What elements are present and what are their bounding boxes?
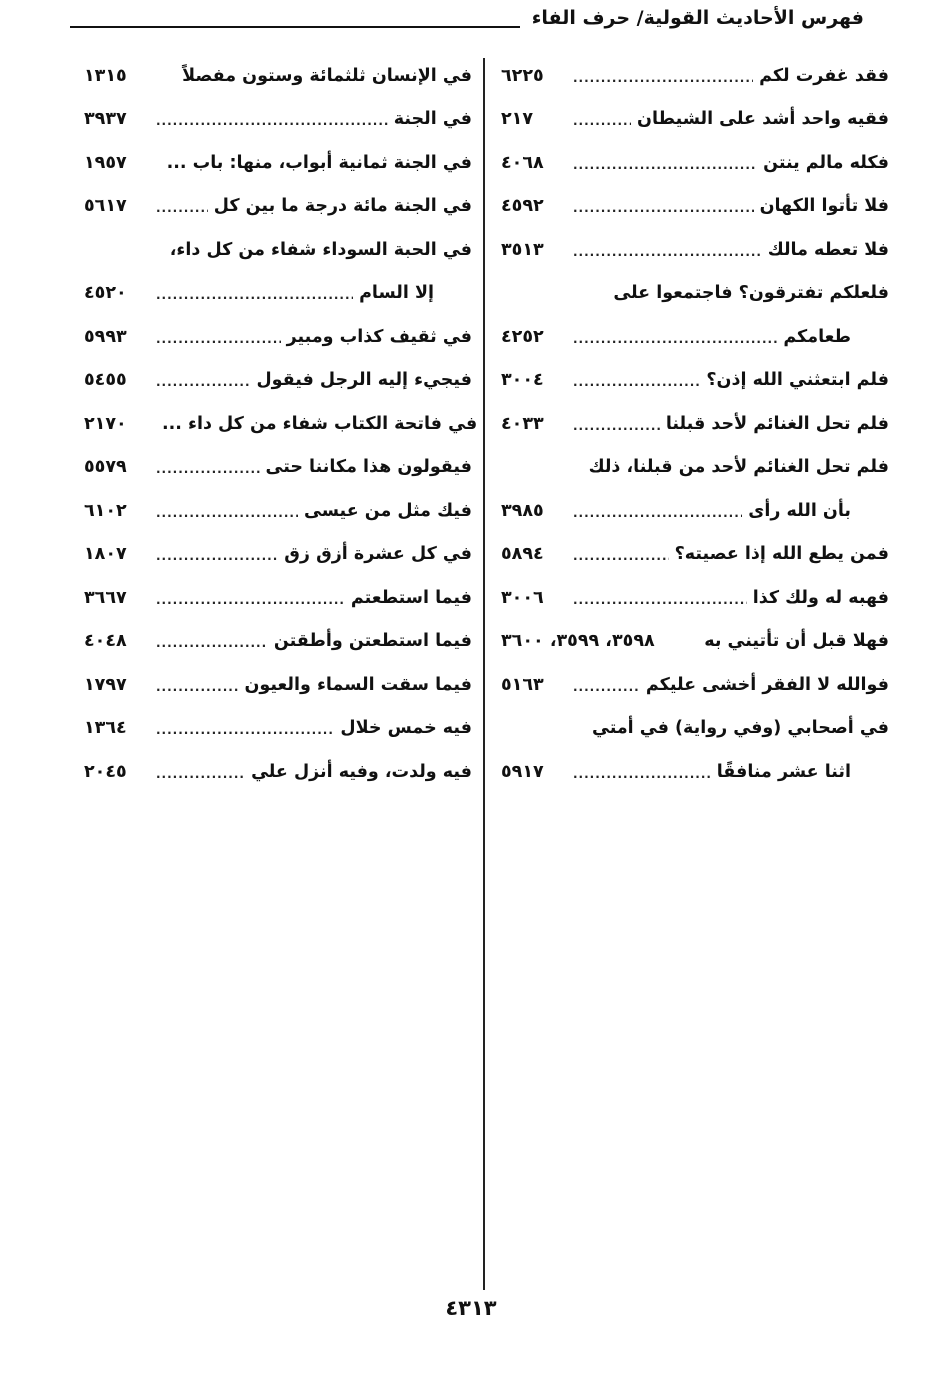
entry-text: فهبه له ولك كذا bbox=[752, 587, 889, 608]
leader-dots bbox=[156, 677, 238, 693]
leader-dots bbox=[156, 198, 208, 214]
left-column bbox=[80, 54, 478, 794]
entry-text: في الجنة bbox=[393, 109, 472, 130]
entry-number: ٤٥٢٠ bbox=[84, 283, 127, 304]
page-title: فهرس الأحاديث القولية/ حرف الفاء bbox=[531, 7, 864, 29]
index-entry bbox=[497, 98, 889, 142]
leader-dots bbox=[573, 546, 669, 562]
entry-number: ٢٠٤٥ bbox=[84, 761, 127, 782]
leader-dots bbox=[156, 329, 281, 345]
leader-dots bbox=[573, 329, 777, 345]
entry-text: فلم تحل الغنائم لأحد من قبلنا، ذلك bbox=[588, 457, 889, 478]
entry-text: طعامكم bbox=[783, 326, 851, 347]
index-entry bbox=[497, 663, 889, 707]
leader-dots bbox=[156, 764, 245, 780]
index-entry-continued bbox=[497, 446, 889, 490]
entry-number: ٥٩١٧ bbox=[501, 761, 544, 782]
entry-text: في الحبة السوداء شفاء من كل داء، bbox=[169, 239, 472, 260]
page-header bbox=[70, 4, 864, 30]
leader-dots bbox=[573, 155, 757, 171]
entry-number: ٥٥٧٩ bbox=[84, 457, 127, 478]
entry-number: ٣٩٣٧ bbox=[84, 109, 127, 130]
entry-number: ٥٤٥٥ bbox=[84, 370, 127, 391]
index-entry bbox=[80, 402, 478, 446]
entry-text: في ثقيف كذاب ومبير bbox=[286, 326, 472, 347]
entry-number: ١٨٠٧ bbox=[84, 544, 127, 565]
entry-number: ٤٢٥٢ bbox=[501, 326, 544, 347]
page-number: ٤٣١٣ bbox=[445, 1296, 497, 1320]
entry-number: ٥٨٩٤ bbox=[501, 544, 544, 565]
index-entry bbox=[80, 707, 472, 751]
entry-number: ٥٦١٧ bbox=[84, 196, 127, 217]
entry-text: فقيه واحد أشد على الشيطان bbox=[637, 109, 889, 130]
leader-dots bbox=[573, 372, 700, 388]
entry-number: ٣٩٨٥ bbox=[501, 500, 544, 521]
leader-dots bbox=[573, 764, 711, 780]
leader-gap bbox=[661, 633, 699, 649]
entry-number: ١٩٥٧ bbox=[84, 152, 127, 173]
entry-text: فهلا قبل أن تأتيني به bbox=[704, 631, 889, 652]
entry-number: ١٣٦٤ bbox=[84, 718, 127, 739]
leader-dots bbox=[573, 416, 660, 432]
index-entry bbox=[80, 98, 472, 142]
index-entry bbox=[80, 750, 472, 794]
entry-number: ٣٥١٣ bbox=[501, 239, 544, 260]
index-entry bbox=[497, 489, 889, 533]
index-entry bbox=[80, 489, 472, 533]
entry-number: ١٧٩٧ bbox=[84, 674, 127, 695]
entry-text: فكله مالم ينتن bbox=[763, 152, 889, 173]
leader-dots bbox=[156, 633, 268, 649]
right-column bbox=[497, 54, 889, 794]
entry-text: فيما استطعتن وأطقتن bbox=[273, 631, 472, 652]
leader-dots bbox=[156, 546, 278, 562]
index-entry bbox=[497, 576, 889, 620]
index-entry bbox=[80, 141, 472, 185]
index-entry bbox=[80, 576, 472, 620]
entry-text: فوالله لا الفقر أخشى عليكم bbox=[645, 674, 889, 695]
index-entry bbox=[497, 141, 889, 185]
leader-dots bbox=[156, 285, 353, 301]
entry-number: ٢١٧ bbox=[501, 109, 534, 130]
entry-number: ٣٥٩٨، ٣٥٩٩، ٣٦٠٠ bbox=[501, 631, 655, 652]
entry-text: فمن يطع الله إذا عصيته؟ bbox=[674, 544, 889, 565]
entry-text: فيه خمس خلال bbox=[340, 718, 472, 739]
entry-number: ٦١٠٢ bbox=[84, 500, 127, 521]
entry-text: فيما استطعتم bbox=[350, 587, 472, 608]
leader-dots bbox=[573, 111, 631, 127]
index-entry-continued bbox=[80, 228, 472, 272]
leader-dots bbox=[156, 372, 250, 388]
entry-text: فيقولون هذا مكاننا حتى bbox=[265, 457, 472, 478]
index-entry bbox=[80, 663, 472, 707]
leader-dots bbox=[573, 198, 754, 214]
header-rule bbox=[70, 26, 520, 28]
entry-text: في أصحابي (وفي رواية) في أمتي bbox=[591, 718, 889, 739]
entry-number: ٣٦٦٧ bbox=[84, 587, 127, 608]
leader-dots bbox=[573, 68, 753, 84]
entry-text: فلعلكم تفترقون؟ فاجتمعوا على bbox=[613, 283, 889, 304]
leader-dots bbox=[156, 459, 260, 475]
entry-number: ٢١٧٠ bbox=[84, 413, 127, 434]
index-entry bbox=[497, 228, 889, 272]
entry-text: في كل عشرة أزق زق bbox=[284, 544, 472, 565]
entry-text: في الجنة مائة درجة ما بين كل bbox=[213, 196, 472, 217]
entry-text: فلم ابتعثني الله إذن؟ bbox=[706, 370, 889, 391]
index-entry bbox=[80, 446, 472, 490]
leader-dots bbox=[573, 503, 742, 519]
leader-dots bbox=[156, 590, 345, 606]
entry-text: فيما سقت السماء والعيون bbox=[244, 674, 472, 695]
index-entry bbox=[497, 402, 889, 446]
index-entry bbox=[497, 315, 889, 359]
leader-dots bbox=[573, 590, 747, 606]
index-entry bbox=[497, 185, 889, 229]
index-entry bbox=[80, 185, 472, 229]
entry-text: فيه ولدت، وفيه أنزل علي bbox=[251, 761, 472, 782]
entry-number: ٤٠٤٨ bbox=[84, 631, 127, 652]
entry-text: فلا تعطه مالك bbox=[767, 239, 889, 260]
index-entry bbox=[80, 54, 472, 98]
index-entry bbox=[80, 533, 472, 577]
entry-number: ٥٩٩٣ bbox=[84, 326, 127, 347]
leader-dots bbox=[156, 503, 298, 519]
index-entry bbox=[80, 315, 472, 359]
entry-number: ١٣١٥ bbox=[84, 65, 127, 86]
index-entry bbox=[80, 359, 472, 403]
entry-text: اثنا عشر منافقًا bbox=[716, 761, 851, 782]
entry-text: في فاتحة الكتاب شفاء من كل داء ... bbox=[162, 413, 478, 434]
leader-dots bbox=[156, 720, 334, 736]
index-entry bbox=[497, 750, 889, 794]
leader-gap bbox=[156, 68, 176, 84]
entry-number: ٤٠٦٨ bbox=[501, 152, 544, 173]
entry-text: فيك مثل من عيسى bbox=[304, 500, 472, 521]
entry-text: فلم تحل الغنائم لأحد قبلنا bbox=[665, 413, 889, 434]
index-entry bbox=[497, 620, 889, 664]
index-entry bbox=[497, 533, 889, 577]
entry-number: ٣٠٠٤ bbox=[501, 370, 544, 391]
leader-dots bbox=[573, 242, 762, 258]
index-entry bbox=[497, 359, 889, 403]
leader-dots bbox=[156, 111, 388, 127]
entry-text: فلا تأتوا الكهان bbox=[759, 196, 889, 217]
entry-text: فيجيء إليه الرجل فيقول bbox=[256, 370, 472, 391]
entry-number: ٣٠٠٦ bbox=[501, 587, 544, 608]
leader-dots bbox=[573, 677, 640, 693]
index-entry bbox=[80, 620, 472, 664]
index-entry bbox=[80, 272, 472, 316]
index-entry bbox=[497, 54, 889, 98]
entry-number: ٤٠٣٣ bbox=[501, 413, 544, 434]
entry-text: بأن الله رأى bbox=[748, 500, 851, 521]
entry-text: فقد غفرت لكم bbox=[759, 65, 889, 86]
entry-number: ٤٥٩٢ bbox=[501, 196, 544, 217]
index-entry-continued bbox=[497, 707, 889, 751]
entry-number: ٦٢٢٥ bbox=[501, 65, 544, 86]
entry-number: ٥١٦٣ bbox=[501, 674, 544, 695]
entry-text: في الإنسان ثلثمائة وستون مفصلاً bbox=[182, 65, 472, 86]
index-entry-continued bbox=[497, 272, 889, 316]
leader-gap bbox=[156, 155, 161, 171]
entry-text: إلا السام bbox=[359, 283, 434, 304]
entry-text: في الجنة ثمانية أبواب، منها: باب ... bbox=[166, 152, 472, 173]
column-divider bbox=[483, 58, 485, 1290]
